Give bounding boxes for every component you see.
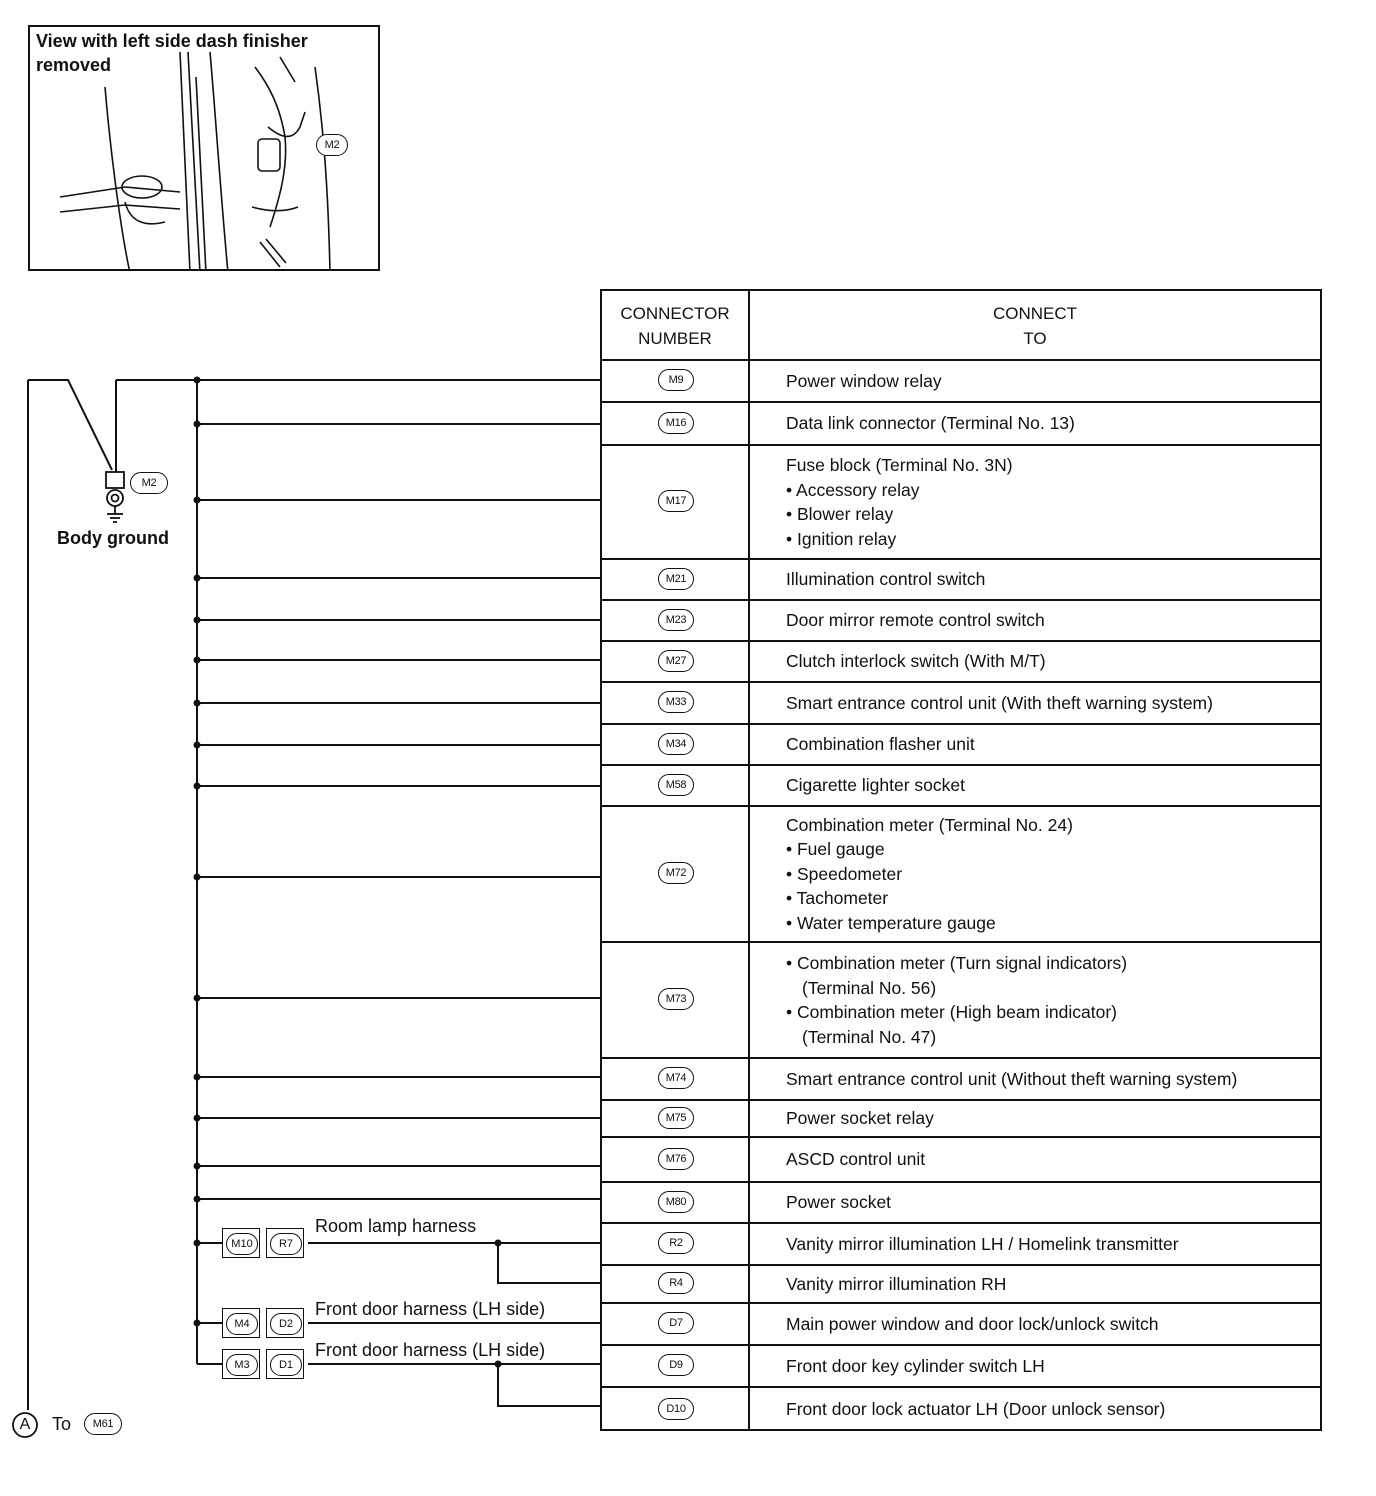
description-line: Vanity mirror illumination LH / Homelink transmitter	[786, 1233, 1179, 1254]
description-line: • Ignition relay	[786, 528, 897, 549]
description-line: ASCD control unit	[786, 1149, 926, 1170]
connector-id: M72	[658, 862, 694, 884]
table-row	[602, 444, 1320, 558]
table-row	[602, 723, 1320, 764]
connector-id: M16	[658, 412, 694, 434]
table-row	[602, 1264, 1320, 1302]
description-line: Illumination control switch	[786, 569, 986, 590]
description-line: Power window relay	[786, 370, 942, 391]
connect-to-description	[786, 951, 1127, 1049]
description-line: Cigarette lighter socket	[786, 775, 965, 796]
connect-to-description	[786, 1232, 1179, 1257]
table-row	[602, 640, 1320, 681]
description-line: Fuse block (Terminal No. 3N)	[786, 455, 1013, 475]
connector-id: M74	[658, 1067, 694, 1089]
harness-connector-m4: M4	[222, 1308, 260, 1338]
description-line: Clutch interlock switch (With M/T)	[786, 651, 1046, 672]
description-line: Combination meter (Terminal No. 24)	[786, 814, 1073, 835]
description-line: • Combination meter (High beam indicator)	[786, 1002, 1117, 1022]
table-row	[602, 1136, 1320, 1181]
wire-d10	[498, 1364, 600, 1406]
description-line: Door mirror remote control switch	[786, 610, 1045, 631]
connect-to-description	[786, 1397, 1165, 1422]
connect-to-description	[786, 1312, 1159, 1337]
table-row	[602, 805, 1320, 941]
connector-id: M80	[658, 1191, 694, 1213]
connector-id: D7	[658, 1312, 694, 1334]
harness-connector-m10: M10	[222, 1228, 260, 1258]
inset-m2-connector: M2	[316, 134, 348, 156]
inset-caption: View with left side dash finisher removed	[36, 31, 308, 75]
connector-id: D10	[658, 1398, 694, 1420]
connect-to-description	[786, 411, 1075, 436]
room-lamp-harness-label: Room lamp harness	[315, 1216, 477, 1236]
connector-id: D9	[658, 1354, 694, 1376]
table-row	[602, 558, 1320, 599]
marker-a: A	[19, 1416, 31, 1433]
connector-id: M21	[658, 568, 694, 590]
table-row	[602, 764, 1320, 805]
connect-to-description	[786, 567, 985, 592]
connect-to-description	[786, 813, 1073, 936]
table-row	[602, 1057, 1320, 1099]
table-row	[602, 1181, 1320, 1222]
table-row	[602, 1099, 1320, 1136]
connect-to-description	[786, 1354, 1045, 1379]
description-line: • Blower relay	[786, 504, 894, 524]
connect-to-description	[786, 732, 975, 757]
wire-r4	[498, 1243, 600, 1283]
description-line: (Terminal No. 47)	[802, 1026, 937, 1047]
table-row	[602, 1302, 1320, 1344]
ground-symbol	[106, 472, 124, 522]
table-row	[602, 1386, 1320, 1431]
front-door-harness-label-1: Front door harness (LH side)	[315, 1299, 546, 1319]
connect-to-description	[786, 1106, 934, 1131]
description-line: • Combination meter (Turn signal indicators)	[786, 953, 1128, 973]
table-row	[602, 401, 1320, 444]
description-line: • Speedometer	[786, 863, 903, 884]
header-connector-number: CONNECTOR NUMBER	[620, 304, 730, 348]
to-connector-m61: M61	[84, 1413, 122, 1435]
description-line: Front door key cylinder switch LH	[786, 1355, 1045, 1376]
harness-connector-d1: D1	[266, 1349, 304, 1379]
description-line: • Tachometer	[786, 888, 889, 909]
harness-connector-m3: M3	[222, 1349, 260, 1379]
table-row	[602, 599, 1320, 640]
connector-id: R2	[658, 1232, 694, 1254]
header-connect-to: CONNECT TO	[992, 304, 1078, 348]
table-row	[602, 941, 1320, 1057]
description-line: Vanity mirror illumination RH	[786, 1273, 1007, 1294]
connect-to-description	[786, 1272, 1006, 1297]
harness-connector-r7: R7	[266, 1228, 304, 1258]
connector-id: R4	[658, 1272, 694, 1294]
connect-to-description	[786, 691, 1213, 716]
table-row	[602, 1344, 1320, 1386]
description-line: Power socket relay	[786, 1108, 934, 1129]
connect-to-description	[786, 649, 1046, 674]
description-line: Front door lock actuator LH (Door unlock sensor)	[786, 1399, 1166, 1420]
connector-id: M17	[658, 490, 694, 512]
connect-to-description	[786, 1067, 1237, 1092]
connector-id: M27	[658, 650, 694, 672]
connector-id: M76	[658, 1148, 694, 1170]
table-row	[602, 681, 1320, 723]
description-line: Smart entrance control unit (Without theft warning system)	[786, 1068, 1238, 1089]
description-line: Power socket	[786, 1192, 892, 1213]
description-line: (Terminal No. 56)	[802, 977, 937, 998]
description-line: • Accessory relay	[786, 479, 920, 500]
connector-id: M9	[658, 369, 694, 391]
description-line: Main power window and door lock/unlock switch	[786, 1313, 1159, 1334]
front-door-harness-label-2: Front door harness (LH side)	[315, 1340, 546, 1360]
table-row	[602, 359, 1320, 401]
description-line: • Fuel gauge	[786, 839, 885, 860]
to-text: To	[52, 1414, 72, 1434]
connector-id: M73	[658, 988, 694, 1010]
connector-id: M23	[658, 609, 694, 631]
connect-to-description	[786, 453, 1013, 551]
connect-to-description	[786, 369, 942, 394]
description-line: • Water temperature gauge	[786, 912, 996, 933]
description-line: Combination flasher unit	[786, 734, 975, 755]
ground-connector-m2: M2	[130, 472, 168, 494]
connect-to-description	[786, 1147, 925, 1172]
connector-id: M75	[658, 1107, 694, 1129]
body-ground-label: Body ground	[57, 528, 169, 548]
description-line: Smart entrance control unit (With theft warning system)	[786, 692, 1213, 713]
connector-table	[600, 289, 1322, 1431]
connect-to-description	[786, 773, 965, 798]
connector-id: M34	[658, 733, 694, 755]
connect-to-description	[786, 608, 1045, 633]
connector-id: M33	[658, 691, 694, 713]
description-line: Data link connector (Terminal No. 13)	[786, 413, 1075, 434]
wire-ground-diag	[28, 380, 112, 470]
connect-to-description	[786, 1190, 891, 1215]
connector-id: M58	[658, 774, 694, 796]
harness-connector-d2: D2	[266, 1308, 304, 1338]
table-row	[602, 1222, 1320, 1264]
